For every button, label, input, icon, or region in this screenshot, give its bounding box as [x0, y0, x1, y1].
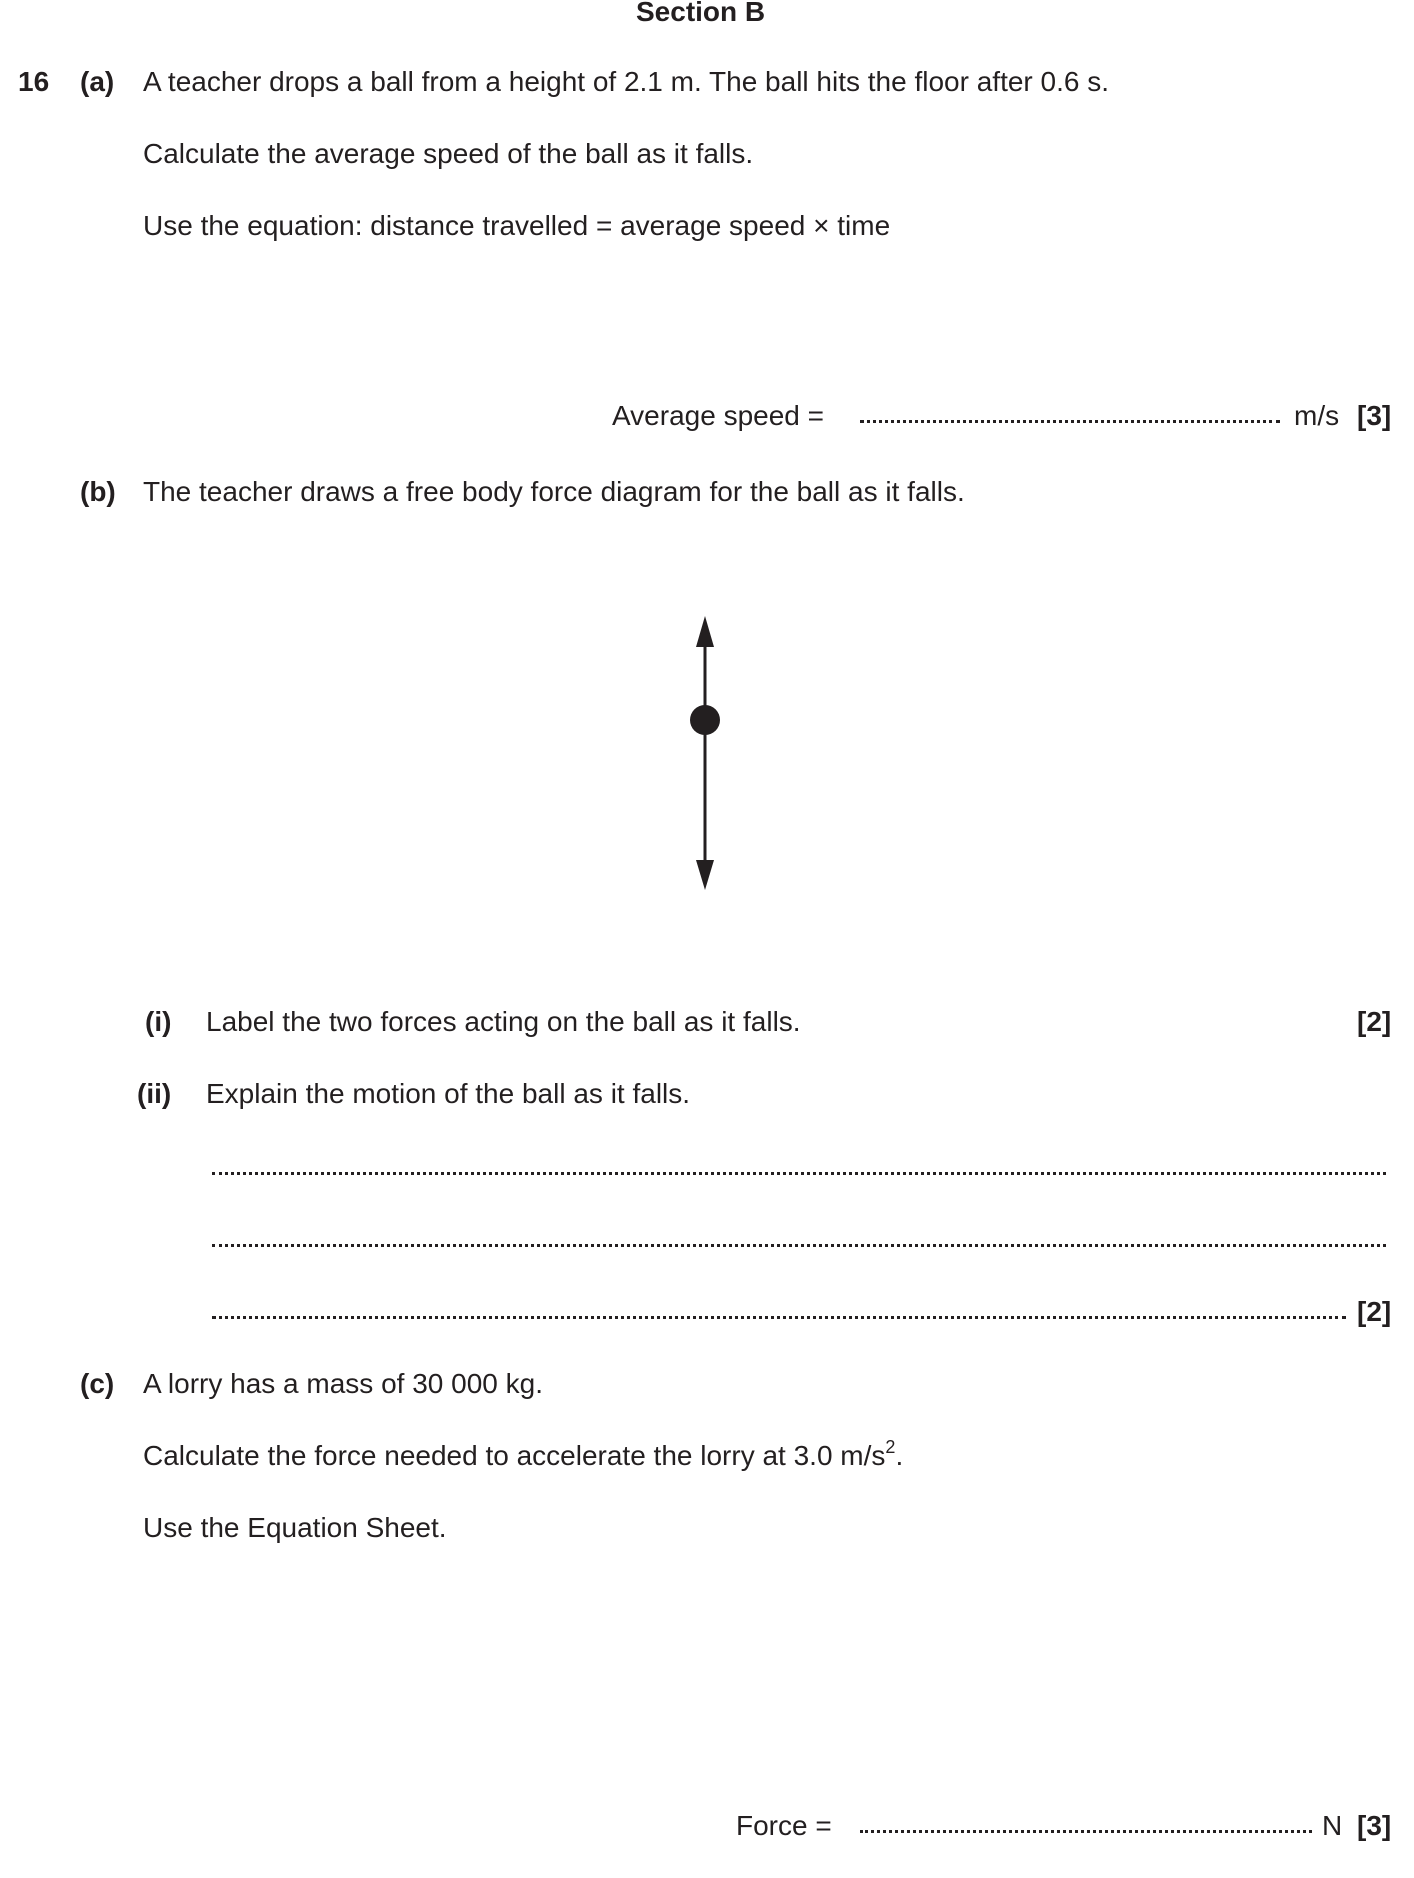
answer-line-2[interactable] — [212, 1244, 1386, 1247]
part-b-ii-label: (ii) — [137, 1078, 172, 1109]
part-c-line1: A lorry has a mass of 30 000 kg. — [143, 1368, 543, 1399]
part-c-line2-superscript: 2 — [885, 1437, 896, 1457]
answer-line-3[interactable] — [212, 1316, 1346, 1319]
part-c-line3: Use the Equation Sheet. — [143, 1512, 447, 1543]
question-number: 16 — [18, 66, 50, 97]
part-a-line1: A teacher drops a ball from a height of 2.1 m. The ball hits the floor after 0.6 s. — [143, 66, 1110, 97]
part-a-marks: [3] — [1357, 400, 1392, 431]
part-c-line2-main: Calculate the force needed to accelerate the lorry at 3.0 m/s — [143, 1440, 886, 1471]
part-b-text: The teacher draws a free body force diagram for the ball as it falls. — [143, 476, 965, 507]
ball-dot — [690, 705, 720, 735]
force-unit: N — [1322, 1810, 1343, 1841]
part-c-label: (c) — [80, 1368, 115, 1399]
part-b-i-text: Label the two forces acting on the ball as it falls. — [206, 1006, 801, 1037]
part-b-label: (b) — [80, 476, 116, 507]
part-b-ii-text: Explain the motion of the ball as it falls. — [206, 1078, 691, 1109]
part-a-label: (a) — [80, 66, 115, 97]
force-label: Force = — [736, 1810, 832, 1841]
part-a-line3: Use the equation: distance travelled = average speed × time — [143, 210, 891, 241]
part-c-line2-end: . — [895, 1440, 904, 1471]
average-speed-label: Average speed = — [612, 400, 824, 431]
answer-line-1[interactable] — [212, 1172, 1386, 1175]
part-c-marks: [3] — [1357, 1810, 1392, 1841]
part-b-i-label: (i) — [145, 1006, 172, 1037]
free-body-force-diagram — [660, 610, 750, 890]
average-speed-unit: m/s — [1294, 400, 1340, 431]
part-b-ii-marks: [2] — [1357, 1296, 1392, 1327]
part-a-line2: Calculate the average speed of the ball as it falls. — [143, 138, 754, 169]
section-title: Section B — [636, 0, 766, 27]
part-c-line2 — [143, 1437, 904, 1471]
part-b-i-marks: [2] — [1357, 1006, 1392, 1037]
force-answer-line[interactable] — [860, 1830, 1312, 1833]
downward-force-arrowhead — [696, 860, 714, 890]
upward-force-arrowhead — [696, 616, 714, 647]
average-speed-answer-line[interactable] — [860, 420, 1280, 423]
